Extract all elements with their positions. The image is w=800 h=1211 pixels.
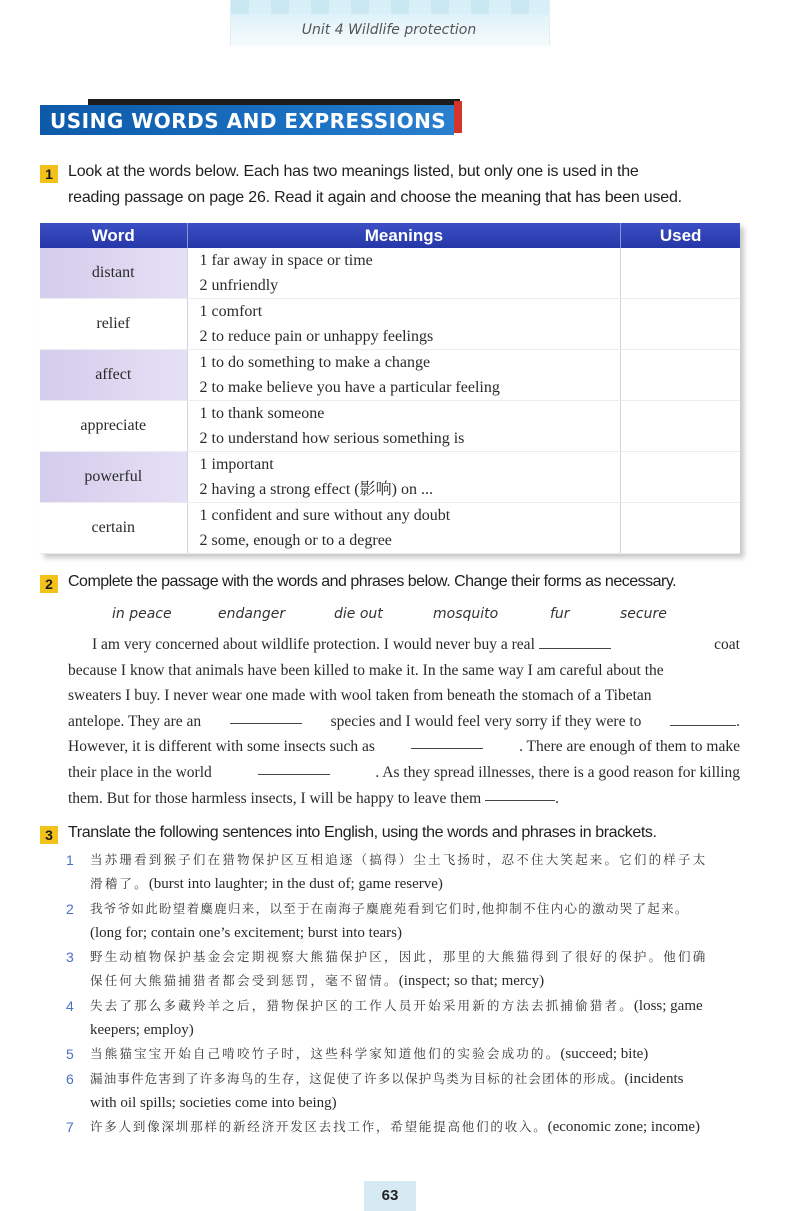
hint-words: (long for; contain one’s excitement; burst into tears) bbox=[90, 924, 402, 941]
chinese-sentence: 滑稽了。 bbox=[90, 876, 149, 892]
used-cell[interactable] bbox=[621, 299, 740, 350]
hint-words: (loss; game bbox=[633, 997, 703, 1014]
word-cell: certain bbox=[40, 503, 187, 554]
list-item bbox=[66, 848, 756, 897]
meaning-cell bbox=[187, 299, 621, 350]
chinese-sentence: 保任何大熊猫捕猎者都会受到惩罚，毫不留情。 bbox=[90, 973, 399, 989]
passage-text: antelope. They are an bbox=[68, 712, 202, 730]
used-cell[interactable] bbox=[621, 401, 740, 452]
passage-line bbox=[68, 734, 740, 760]
exercise-1-instruction-line1: Look at the words below. Each has two meanings listed, but only one is used in the bbox=[68, 163, 639, 180]
blank-6[interactable] bbox=[485, 786, 555, 801]
chinese-sentence: 野生动植物保护基金会定期视察大熊猫保护区，因此，那里的大熊猫得到了很好的保护。他们确 bbox=[90, 949, 708, 965]
section-title: USING WORDS AND EXPRESSIONS bbox=[50, 109, 447, 133]
meaning-2: 2 unfriendly bbox=[199, 277, 279, 294]
hint-words: (incidents bbox=[624, 1070, 684, 1087]
used-cell[interactable] bbox=[621, 350, 740, 401]
translation-list bbox=[66, 848, 756, 1140]
chinese-sentence: 漏油事件危害到了许多海鸟的生存，这促使了许多以保护鸟类为目标的社会团体的形成。 bbox=[90, 1070, 625, 1086]
exercise-2-instruction: Complete the passage with the words and phrases below. Change their forms as necessary. bbox=[68, 573, 677, 590]
table-row bbox=[40, 503, 740, 554]
passage-text: . As they spread illnesses, there is a good reason for killing bbox=[375, 763, 740, 781]
section-header-accent bbox=[454, 101, 462, 133]
list-item bbox=[66, 1115, 756, 1139]
passage-text: their place in the world bbox=[68, 763, 212, 781]
word-bank-item: mosquito bbox=[433, 606, 499, 622]
table-row bbox=[40, 248, 740, 299]
item-number: 1 bbox=[66, 852, 74, 868]
list-item bbox=[66, 1067, 756, 1116]
hint-words: with oil spills; societies come into being) bbox=[90, 1094, 337, 1111]
item-number: 4 bbox=[66, 997, 74, 1014]
meaning-1: 1 confident and sure without any doubt bbox=[199, 507, 451, 524]
hint-words: keepers; employ) bbox=[90, 1022, 194, 1039]
chinese-sentence: 失去了那么多藏羚羊之后，猎物保护区的工作人员开始采用新的方法去抓捕偷猎者。 bbox=[90, 997, 634, 1013]
meaning-cell bbox=[187, 503, 621, 554]
word-bank-item: fur bbox=[550, 606, 570, 622]
item-number: 7 bbox=[66, 1119, 74, 1136]
word-cell: appreciate bbox=[40, 401, 187, 452]
page-number: 63 bbox=[364, 1181, 416, 1211]
blank-5[interactable] bbox=[258, 760, 330, 775]
passage-text: species and I would feel very sorry if they were to bbox=[330, 712, 642, 730]
passage-text: I am very concerned about wildlife protection. I would never buy a real bbox=[92, 636, 535, 653]
meaning-2: 2 having a strong effect (影响) on ... bbox=[199, 481, 433, 498]
passage-text: them. But for those harmless insects, I will be happy to leave them bbox=[68, 789, 482, 807]
header-meanings: Meanings bbox=[187, 223, 621, 248]
table-row bbox=[40, 350, 740, 401]
meaning-2: 2 some, enough or to a degree bbox=[199, 532, 392, 549]
meaning-2: 2 to make believe you have a particular feeling bbox=[199, 379, 500, 396]
meaning-1: 1 far away in space or time bbox=[199, 252, 373, 269]
word-cell: relief bbox=[40, 299, 187, 350]
hint-words: (burst into laughter; in the dust of; game reserve) bbox=[148, 876, 443, 893]
exercise-3-instruction: Translate the following sentences into English, using the words and phrases in brackets. bbox=[68, 824, 657, 841]
hint-words: (economic zone; income) bbox=[547, 1119, 701, 1136]
passage-text: because I know that animals have been killed to make it. In the same way I am careful about the bbox=[68, 661, 664, 679]
passage-line bbox=[68, 658, 740, 684]
item-number: 6 bbox=[66, 1070, 74, 1087]
blank-2[interactable] bbox=[230, 709, 302, 724]
passage-text: . bbox=[736, 712, 740, 730]
passage-text: . bbox=[555, 789, 559, 807]
blank-3[interactable] bbox=[670, 711, 736, 726]
list-item bbox=[66, 1042, 756, 1066]
chinese-sentence: 我爷爷如此盼望着麋鹿归来，以至于在南海子麋鹿苑看到它们时,他抑制不住内心的激动哭了起来。 bbox=[90, 900, 689, 916]
used-cell[interactable] bbox=[621, 503, 740, 554]
word-cell: distant bbox=[40, 248, 187, 299]
word-bank-item: endanger bbox=[218, 606, 286, 622]
item-number: 2 bbox=[66, 900, 74, 917]
exercise-1-instruction bbox=[68, 159, 740, 211]
table-row bbox=[40, 401, 740, 452]
word-bank-item: die out bbox=[334, 606, 383, 622]
passage-line bbox=[68, 760, 740, 786]
blank-1[interactable] bbox=[539, 634, 611, 649]
used-cell[interactable] bbox=[621, 248, 740, 299]
passage-text: . There are enough of them to make bbox=[519, 738, 740, 756]
word-bank-item: in peace bbox=[112, 606, 172, 622]
wave-decoration bbox=[231, 0, 549, 14]
meaning-cell bbox=[187, 350, 621, 401]
chinese-sentence: 许多人到像深圳那样的新经济开发区去找工作，希望能提高他们的收入。 bbox=[90, 1119, 548, 1135]
meaning-1: 1 comfort bbox=[199, 303, 263, 320]
list-item bbox=[66, 994, 756, 1043]
header-word: Word bbox=[40, 223, 187, 248]
table-row bbox=[40, 299, 740, 350]
passage-line bbox=[68, 709, 740, 735]
table-row bbox=[40, 452, 740, 503]
passage-text: sweaters I buy. I never wear one made with wool taken from beneath the stomach of a Tibetan bbox=[68, 687, 652, 705]
item-number: 3 bbox=[66, 949, 74, 966]
passage-line bbox=[68, 683, 740, 709]
section-header bbox=[40, 99, 460, 137]
exercise-3-number: 3 bbox=[40, 826, 58, 844]
item-number: 5 bbox=[66, 1046, 74, 1063]
list-item bbox=[66, 945, 756, 994]
word-bank-item: secure bbox=[620, 606, 667, 622]
meaning-1: 1 to thank someone bbox=[199, 405, 325, 422]
header-used: Used bbox=[621, 223, 740, 248]
meaning-1: 1 important bbox=[199, 456, 274, 473]
exercise-1-instruction-line2: reading passage on page 26. Read it again and choose the meaning that has been used. bbox=[68, 189, 682, 206]
exercise-2-number: 2 bbox=[40, 575, 58, 593]
chinese-sentence: 当熊猫宝宝开始自己啃咬竹子时，这些科学家知道他们的实验会成功的。 bbox=[90, 1046, 561, 1062]
passage-line bbox=[68, 786, 740, 812]
word-cell: powerful bbox=[40, 452, 187, 503]
passage bbox=[68, 632, 740, 811]
passage-text: However, it is different with some insects such as bbox=[68, 738, 375, 756]
exercise-1-number: 1 bbox=[40, 165, 58, 183]
unit-title: Unit 4 Wildlife protection bbox=[301, 22, 477, 38]
meaning-2: 2 to reduce pain or unhappy feelings bbox=[199, 328, 434, 345]
chinese-sentence: 当苏珊看到猴子们在猎物保护区互相追逐（搞得）尘土飞扬时，忍不住大笑起来。它们的样子太 bbox=[90, 852, 708, 867]
meaning-cell bbox=[187, 248, 621, 299]
hint-words: (inspect; so that; mercy) bbox=[398, 973, 545, 990]
meaning-cell bbox=[187, 401, 621, 452]
hint-words: (succeed; bite) bbox=[560, 1046, 649, 1063]
meaning-1: 1 to do something to make a change bbox=[199, 354, 431, 371]
passage-line bbox=[68, 632, 740, 658]
used-cell[interactable] bbox=[621, 452, 740, 503]
passage-text: coat bbox=[714, 636, 740, 653]
word-cell: affect bbox=[40, 350, 187, 401]
list-item bbox=[66, 897, 756, 946]
vocabulary-table bbox=[40, 223, 740, 554]
meaning-cell bbox=[187, 452, 621, 503]
blank-4[interactable] bbox=[411, 734, 483, 749]
meaning-2: 2 to understand how serious something is bbox=[199, 430, 465, 447]
